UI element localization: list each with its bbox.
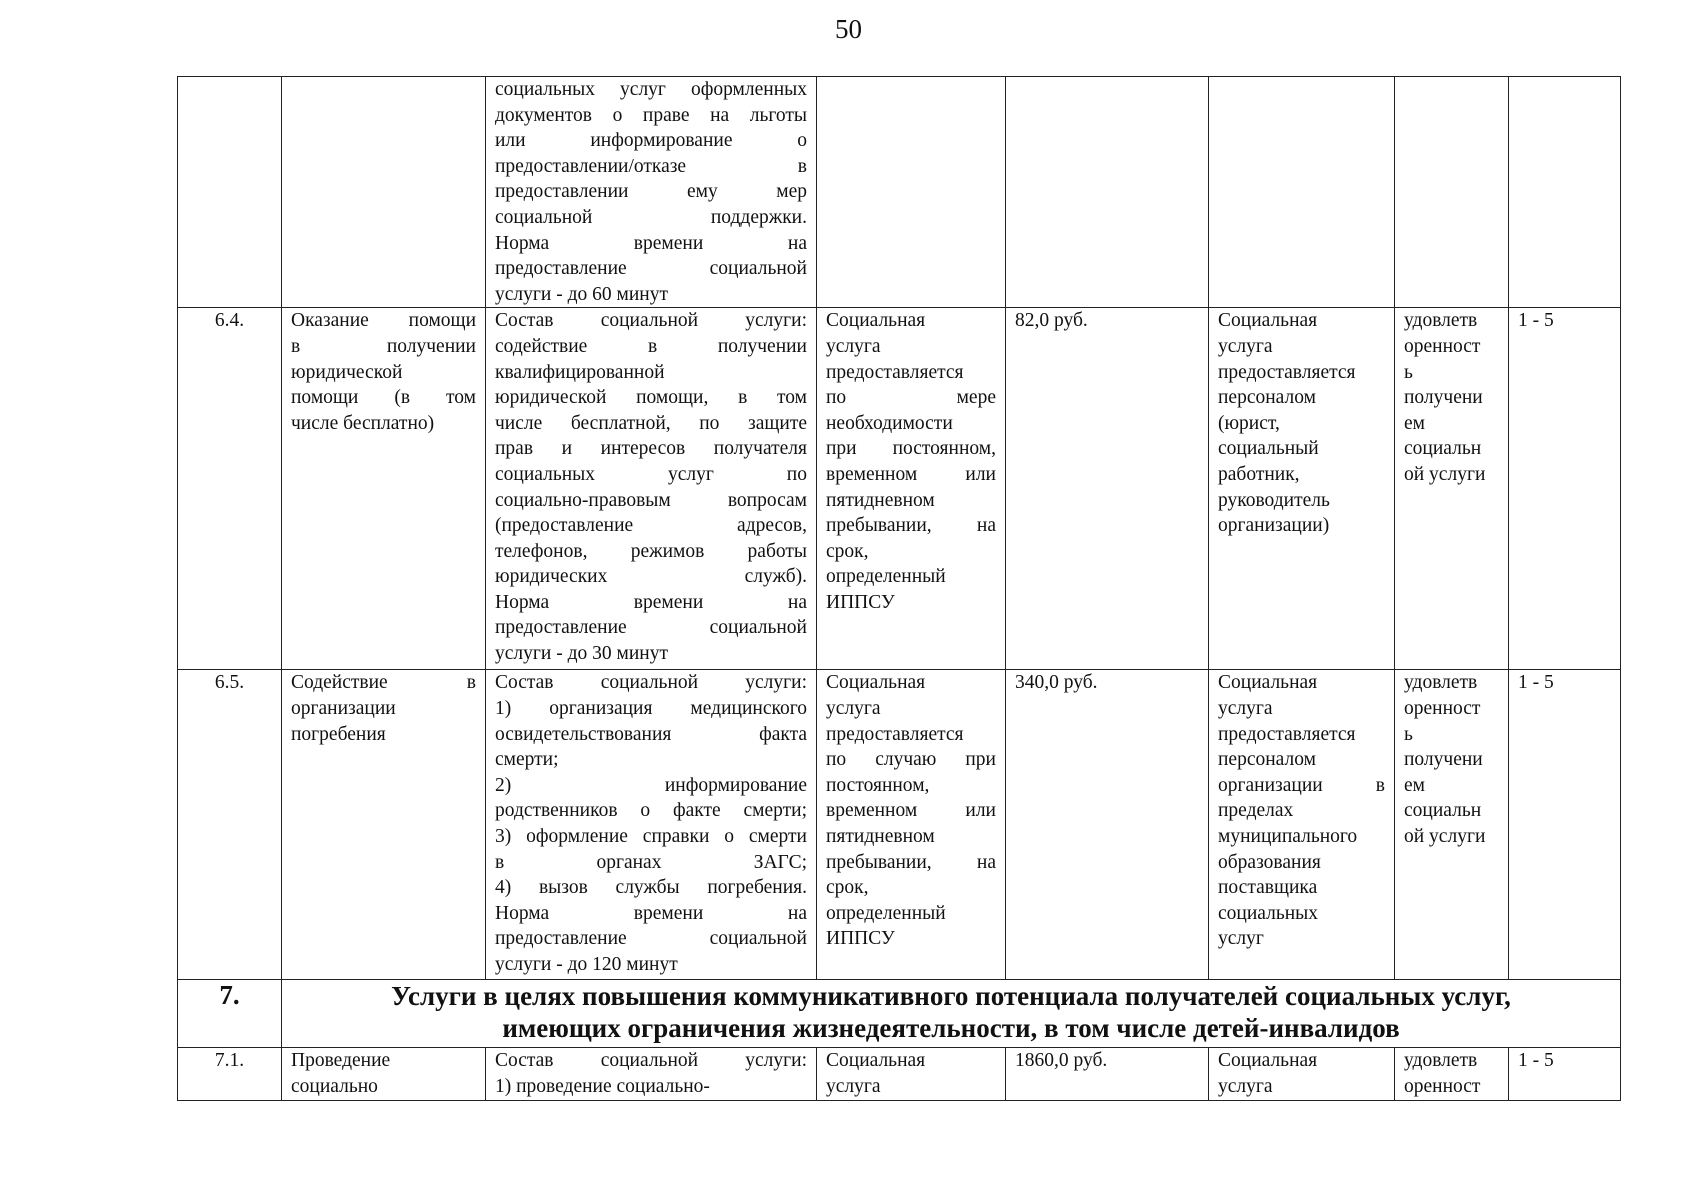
quality-indicator-cell bbox=[1395, 1048, 1509, 1100]
cell-line: Социальная bbox=[1218, 672, 1318, 694]
cell-line: пределах bbox=[1218, 800, 1294, 822]
section-title bbox=[282, 980, 1621, 1048]
row-number-cell bbox=[178, 77, 282, 308]
staff-cell bbox=[1209, 1048, 1395, 1100]
cell-line: социально-правовым вопросам bbox=[495, 489, 807, 511]
cell-line: при постоянном, bbox=[826, 438, 996, 460]
staff-cell bbox=[1209, 670, 1395, 980]
cell-line: оренност bbox=[1404, 697, 1481, 719]
cell-line: ИППСУ bbox=[826, 591, 895, 613]
cell-line: оренност bbox=[1404, 1075, 1481, 1097]
staff-cell bbox=[1209, 77, 1395, 308]
cell-line: организации в bbox=[1218, 774, 1385, 796]
service-terms-cell bbox=[817, 77, 1006, 308]
cell-line: Социальная bbox=[826, 310, 926, 332]
section-header-row bbox=[178, 980, 1621, 1048]
cell-line: пятидневном bbox=[826, 825, 935, 847]
cell-line: Проведение bbox=[291, 1050, 391, 1072]
cell-line: освидетельствования факта bbox=[495, 723, 807, 745]
section-title-line: имеющих ограничения жизнедеятельности, в том числе детей-инвалидов bbox=[502, 1013, 1400, 1044]
cell-line: услуга bbox=[1218, 1075, 1273, 1097]
cell-line: временном или bbox=[826, 800, 996, 822]
service-content-cell bbox=[486, 670, 817, 980]
cell-line: услуги - до 60 минут bbox=[495, 283, 668, 305]
quality-indicator-cell bbox=[1395, 670, 1509, 980]
cell-line: социальн bbox=[1404, 800, 1482, 822]
cell-line: ой услуги bbox=[1404, 825, 1486, 847]
cell-line: социальных bbox=[1218, 902, 1319, 924]
cell-line: срок, bbox=[826, 540, 869, 562]
cell-line: телефонов, режимов работы bbox=[495, 540, 807, 562]
cell-line: услуги - до 30 минут bbox=[495, 643, 668, 665]
cell-line: 4) вызов службы погребения. bbox=[495, 877, 807, 899]
tariff-cell bbox=[1006, 77, 1209, 308]
cell-line: по случаю при bbox=[826, 749, 996, 771]
service-name-cell bbox=[282, 308, 486, 670]
cell-line: муниципального bbox=[1218, 825, 1358, 847]
cell-line: ем bbox=[1404, 412, 1425, 434]
row-number-cell: 6.4. bbox=[178, 308, 282, 670]
cell-line: Социальная bbox=[826, 672, 926, 694]
cell-line: организации bbox=[291, 697, 396, 719]
cell-line: Состав социальной услуги: bbox=[495, 1050, 807, 1072]
cell-line: 2) информирование bbox=[495, 774, 807, 796]
cell-line: ь bbox=[1404, 361, 1413, 383]
cell-line: необходимости bbox=[826, 412, 953, 434]
cell-line: в органах ЗАГС; bbox=[495, 851, 807, 873]
cell-line: руководитель bbox=[1218, 489, 1330, 511]
cell-line: удовлетв bbox=[1404, 672, 1478, 694]
cell-line: постоянном, bbox=[826, 774, 930, 796]
cell-line: оренност bbox=[1404, 335, 1481, 357]
service-content-cell bbox=[486, 1048, 817, 1100]
cell-line: услуг bbox=[1218, 928, 1264, 950]
cell-line: Норма времени на bbox=[495, 591, 807, 613]
cell-line: Состав социальной услуги: bbox=[495, 672, 807, 694]
service-terms-cell bbox=[817, 670, 1006, 980]
cell-line: Социальная bbox=[1218, 1050, 1318, 1072]
cell-line: числе бесплатно) bbox=[291, 412, 435, 434]
cell-line: пребывании, на bbox=[826, 851, 996, 873]
cell-line: пребывании, на bbox=[826, 515, 996, 537]
cell-line: содействие в получении bbox=[495, 335, 807, 357]
cell-line: юридических служб). bbox=[495, 566, 807, 588]
cell-line: по мере bbox=[826, 387, 996, 409]
cell-line: 3) оформление справки о смерти bbox=[495, 825, 807, 847]
row-number-cell: 7.1. bbox=[178, 1048, 282, 1100]
service-terms-cell bbox=[817, 1048, 1006, 1100]
cell-line: предоставление социальной bbox=[495, 928, 807, 950]
section-title-line: Услуги в целях повышения коммуникативного потенциала получателей социальных услуг, bbox=[391, 981, 1511, 1012]
cell-line: Норма времени на bbox=[495, 232, 807, 254]
tariff-cell: 340,0 руб. bbox=[1006, 670, 1209, 980]
cell-line: 1) организация медицинского bbox=[495, 697, 807, 719]
cell-line: смерти; bbox=[495, 749, 559, 771]
service-name-cell bbox=[282, 670, 486, 980]
cell-line: документов о праве на льготы bbox=[495, 104, 807, 126]
cell-line: социальной поддержки. bbox=[495, 206, 807, 228]
cell-line: услуга bbox=[1218, 697, 1273, 719]
cell-line: предоставляется bbox=[1218, 723, 1356, 745]
cell-line: персоналом bbox=[1218, 387, 1316, 409]
cell-line: социальных услуг по bbox=[495, 463, 807, 485]
cell-line: пятидневном bbox=[826, 489, 935, 511]
cell-line: прав и интересов получателя bbox=[495, 438, 807, 460]
cell-line: услуги - до 120 минут bbox=[495, 953, 678, 975]
service-terms-cell bbox=[817, 308, 1006, 670]
cell-line: удовлетв bbox=[1404, 1050, 1478, 1072]
tariff-cell: 1860,0 руб. bbox=[1006, 1048, 1209, 1100]
grade-cell: 1 - 5 bbox=[1509, 308, 1621, 670]
cell-line: социальн bbox=[1404, 438, 1482, 460]
section-number: 7. bbox=[178, 980, 282, 1048]
page-number: 50 bbox=[835, 14, 862, 44]
cell-line: числе бесплатной, по защите bbox=[495, 412, 807, 434]
cell-line: предоставление социальной bbox=[495, 617, 807, 639]
cell-line: услуга bbox=[826, 1075, 881, 1097]
cell-line: удовлетв bbox=[1404, 310, 1478, 332]
service-content-cell bbox=[486, 77, 817, 308]
cell-line: услуга bbox=[1218, 335, 1273, 357]
cell-line: персоналом bbox=[1218, 749, 1316, 771]
cell-line: Социальная bbox=[826, 1050, 926, 1072]
cell-line: в получении bbox=[291, 335, 476, 357]
cell-line: поставщика bbox=[1218, 877, 1318, 899]
service-name-cell bbox=[282, 77, 486, 308]
cell-line: или информирование о bbox=[495, 130, 807, 152]
table-row bbox=[178, 77, 1621, 308]
cell-line: образования bbox=[1218, 851, 1321, 873]
cell-line: определенный bbox=[826, 902, 946, 924]
cell-line: социальных услуг оформленных bbox=[495, 79, 807, 100]
cell-line: юридической bbox=[291, 361, 403, 383]
cell-line: Содействие в bbox=[291, 672, 476, 694]
cell-line: предоставлении/отказе в bbox=[495, 155, 807, 177]
quality-indicator-cell bbox=[1395, 77, 1509, 308]
cell-line: ой услуги bbox=[1404, 463, 1486, 485]
grade-cell: 1 - 5 bbox=[1509, 670, 1621, 980]
cell-line: погребения bbox=[291, 723, 386, 745]
cell-line: 1) проведение социально- bbox=[495, 1075, 710, 1097]
cell-line: ИППСУ bbox=[826, 928, 895, 950]
cell-line: предоставляется bbox=[826, 361, 964, 383]
cell-line: Состав социальной услуги: bbox=[495, 310, 807, 332]
cell-line: определенный bbox=[826, 566, 946, 588]
service-content-cell bbox=[486, 308, 817, 670]
cell-line: организации) bbox=[1218, 515, 1330, 537]
cell-line: получени bbox=[1404, 387, 1483, 409]
cell-line: помощи (в том bbox=[291, 387, 476, 409]
cell-line: работник, bbox=[1218, 463, 1300, 485]
cell-line: (юрист, bbox=[1218, 412, 1280, 434]
service-name-cell bbox=[282, 1048, 486, 1100]
cell-line: срок, bbox=[826, 877, 869, 899]
cell-line: временном или bbox=[826, 463, 996, 485]
staff-cell bbox=[1209, 308, 1395, 670]
cell-line: родственников о факте смерти; bbox=[495, 800, 807, 822]
table-row bbox=[178, 1048, 1621, 1100]
cell-line: услуга bbox=[826, 697, 881, 719]
table-row bbox=[178, 670, 1621, 980]
cell-line: предоставление социальной bbox=[495, 258, 807, 280]
quality-indicator-cell bbox=[1395, 308, 1509, 670]
cell-line: квалифицированной bbox=[495, 361, 665, 383]
cell-line: Оказание помощи bbox=[291, 310, 476, 332]
grade-cell bbox=[1509, 77, 1621, 308]
cell-line: предоставлении ему мер bbox=[495, 181, 807, 203]
tariff-cell: 82,0 руб. bbox=[1006, 308, 1209, 670]
row-number-cell: 6.5. bbox=[178, 670, 282, 980]
cell-line: юридической помощи, в том bbox=[495, 387, 807, 409]
cell-line: социальный bbox=[1218, 438, 1319, 460]
grade-cell: 1 - 5 bbox=[1509, 1048, 1621, 1100]
cell-line: услуга bbox=[826, 335, 881, 357]
cell-line: предоставляется bbox=[1218, 361, 1356, 383]
services-table bbox=[177, 76, 1621, 1101]
cell-line: предоставляется bbox=[826, 723, 964, 745]
cell-line: Социальная bbox=[1218, 310, 1318, 332]
cell-line: (предоставление адресов, bbox=[495, 515, 807, 537]
cell-line: ем bbox=[1404, 774, 1425, 796]
table-row bbox=[178, 308, 1621, 670]
cell-line: получени bbox=[1404, 749, 1483, 771]
cell-line: ь bbox=[1404, 723, 1413, 745]
cell-line: социально bbox=[291, 1075, 378, 1097]
cell-line: Норма времени на bbox=[495, 902, 807, 924]
